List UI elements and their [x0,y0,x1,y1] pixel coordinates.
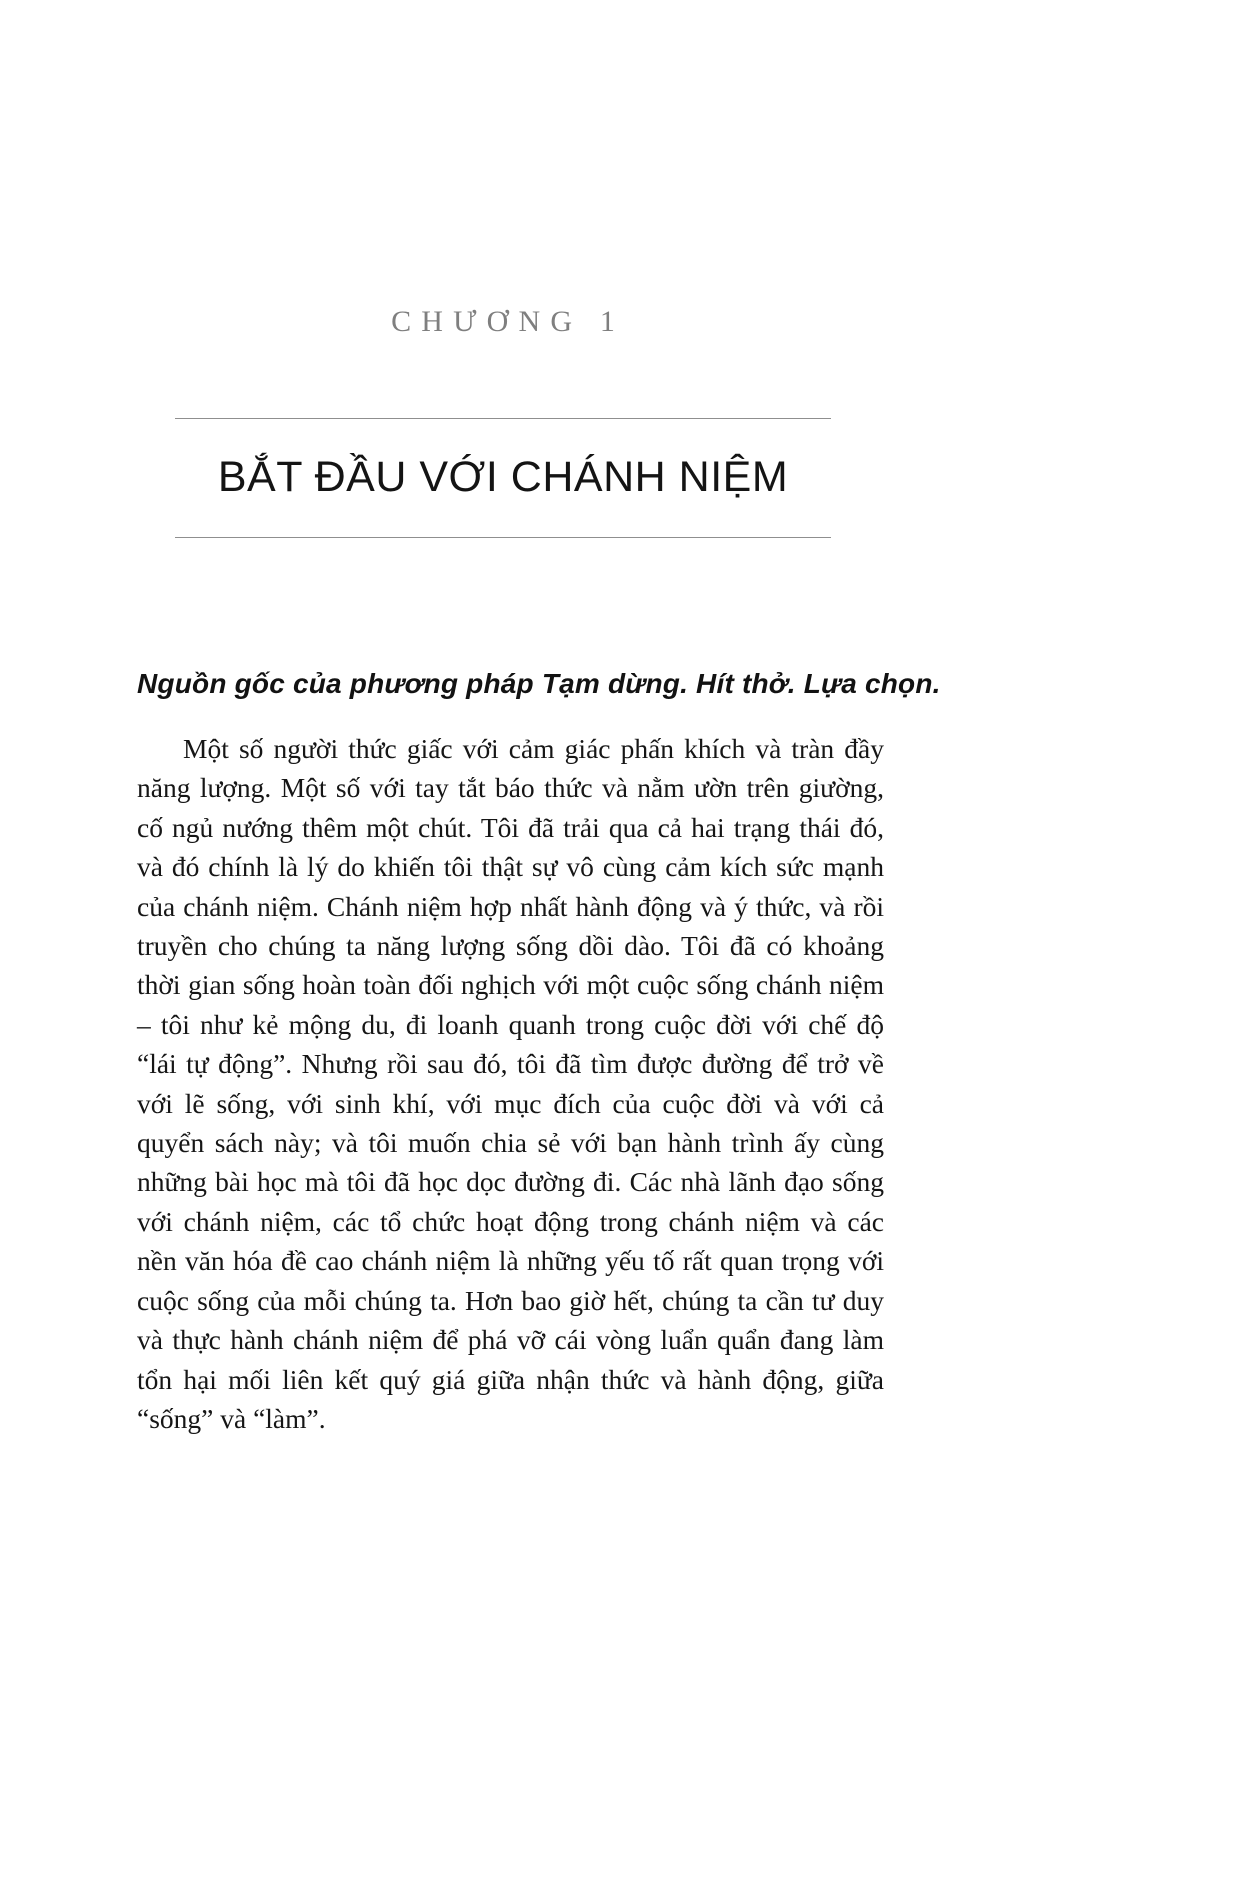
title-divider-bottom [175,537,831,538]
chapter-label: CHƯƠNG 1 [391,305,626,338]
body-paragraph: Một số người thức giấc với cảm giác phấn khích và tràn đầy năng lượng. Một số với tay tắt báo thức và nằm ườn trên giường, cố ngủ nướng thêm một chút. Tôi đã trải qua cả hai trạng thái đó, và đó chính là lý do khiến tôi thật sự vô cùng cảm kích sức mạnh của chánh niệm. Chánh niệm hợp nhất hành động và ý thức, và rồi truyền cho chúng ta năng lượng sống dồi dào. Tôi đã có khoảng thời gian sống hoàn toàn đối nghịch với một cuộc sống chánh niệm – tôi như kẻ mộng du, đi loanh quanh trong cuộc đời với chế độ “lái tự động”. Nhưng rồi sau đó, tôi đã tìm được đường để trở về với lẽ sống, với sinh khí, với mục đích của cuộc đời và với cả quyển sách này; và tôi muốn chia sẻ với bạn hành trình ấy cùng những bài học mà tôi đã học dọc đường đi. Các nhà lãnh đạo sống với chánh niệm, các tổ chức hoạt động trong chánh niệm và các nền văn hóa đề cao chánh niệm là những yếu tố rất quan trọng với cuộc sống của mỗi chúng ta. Hơn bao giờ hết, chúng ta cần tư duy và thực hành chánh niệm để phá vỡ cái vòng luẩn quẩn đang làm tổn hại mối liên kết quý giá giữa nhận thức và hành động, giữa “sống” và “làm”. [137,733,884,1434]
chapter-title: BẮT ĐẦU VỚI CHÁNH NIỆM [217,453,789,501]
section-heading: Nguồn gốc của phương pháp Tạm dừng. Hít thở. Lựa chọn. [137,668,941,699]
title-divider-top [175,418,831,419]
body-text-block [137,729,884,1438]
